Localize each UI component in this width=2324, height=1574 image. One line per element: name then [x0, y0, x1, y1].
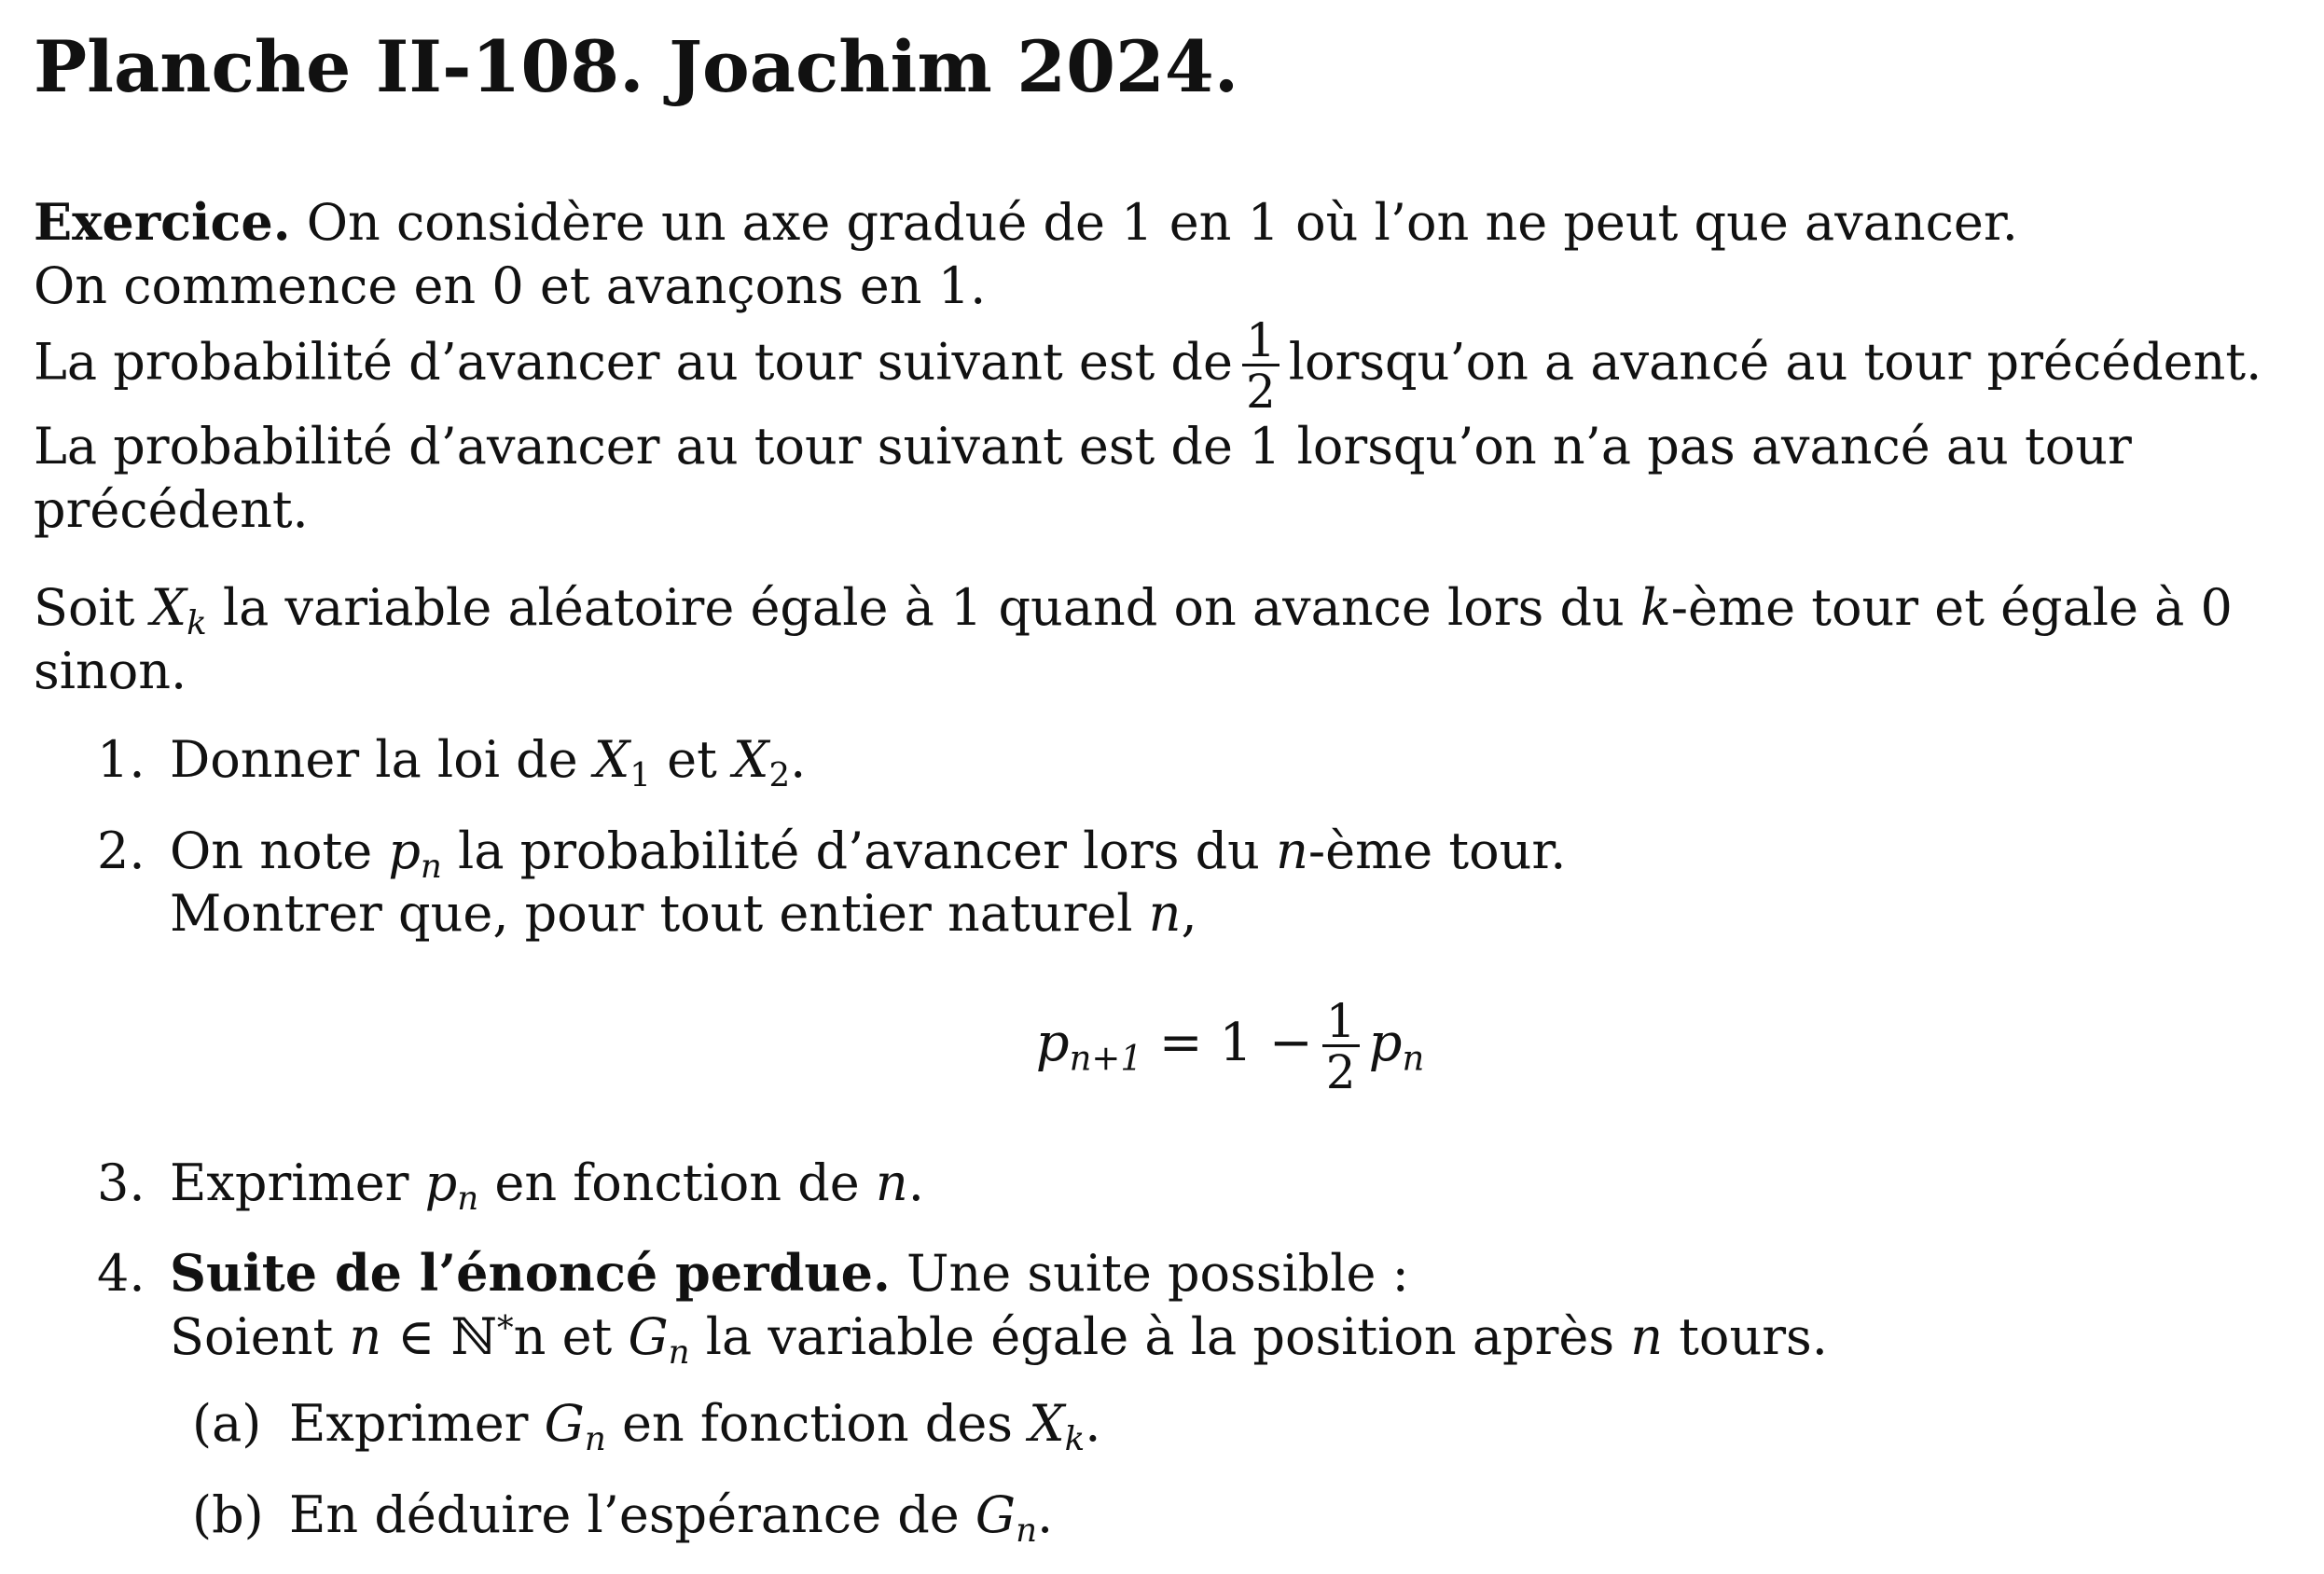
q3-text-c: .: [907, 1153, 924, 1212]
page-title: Planche II-108. Joachim 2024.: [34, 25, 1239, 108]
question-marker: 2.: [97, 821, 145, 880]
fraction-denominator: 2: [1242, 364, 1280, 415]
intro-line-3-before: La probabilité d’avancer au tour suivant est de: [34, 332, 1233, 392]
fraction-one-half: [1242, 313, 1280, 420]
var-k: k: [1640, 578, 1671, 638]
subquestion-list: [170, 1392, 2290, 1550]
q1-sub2: 2: [768, 756, 791, 795]
q4-in: ∈ ℕ: [397, 1306, 497, 1366]
subquestion-b: [170, 1484, 2290, 1550]
qa-g-sub: n: [584, 1420, 606, 1459]
q1-sub1: 1: [629, 756, 651, 795]
q2-line-2: [170, 882, 2290, 946]
q1-text-b: et: [667, 730, 717, 790]
q4-line-1: [170, 1242, 2290, 1305]
qb-text-a: En déduire l’espérance de: [289, 1484, 960, 1544]
formula-lhs: p: [1035, 1012, 1070, 1073]
qa-text-b: en fonction des: [621, 1394, 1014, 1454]
q2-p: p: [388, 821, 421, 880]
subquestion-marker: (a): [192, 1394, 262, 1454]
qa-g: G: [544, 1394, 585, 1454]
q2-line2-b: ,: [1181, 884, 1197, 944]
q4-text-c: la variable égale à la position après: [705, 1306, 1615, 1366]
fraction-numerator: 1: [1245, 313, 1276, 368]
question-3: [34, 1152, 2290, 1218]
definition-line: [34, 576, 2290, 702]
var-x: X: [150, 578, 187, 638]
q3-p-sub: n: [457, 1179, 479, 1218]
q1-var1: X: [593, 730, 630, 790]
q4-text-b: n et: [513, 1306, 613, 1366]
question-marker: 3.: [97, 1153, 145, 1212]
qb-text-c: .: [1037, 1484, 1054, 1544]
q4-bold-note: Suite de l’énoncé perdue.: [170, 1243, 891, 1304]
q1-text-c: .: [790, 730, 807, 790]
definition-middle: la variable aléatoire égale à 1 quand on avance lors du: [222, 578, 1625, 638]
question-marker: 1.: [97, 730, 145, 790]
q2-line2-n: n: [1148, 884, 1182, 944]
q4-n: n: [349, 1306, 382, 1366]
question-2: [34, 820, 2290, 1099]
q4-n2: n: [1630, 1306, 1664, 1366]
q2-line-1: [170, 820, 2290, 886]
q4-g-sub: n: [668, 1332, 690, 1372]
q2-n: n: [1276, 821, 1308, 880]
formula-fraction: [1322, 993, 1360, 1099]
question-marker: 4.: [97, 1244, 145, 1304]
q3-text-a: Exprimer: [170, 1153, 409, 1212]
q2-text-a: On note: [170, 821, 373, 880]
definition-after: -ème tour et égale à 0 sinon.: [34, 578, 2233, 700]
question-4: [34, 1242, 2290, 1550]
question-list: [34, 728, 2290, 1550]
q3-n: n: [875, 1153, 908, 1212]
question-1: [34, 728, 2290, 795]
intro-line-3-after: lorsqu’on a avancé au tour précédent.: [1288, 332, 2262, 392]
recurrence-formula: [170, 993, 2290, 1099]
q4-line-2: [170, 1305, 2290, 1372]
formula-rhs-sub: n: [1402, 1038, 1425, 1079]
exercise-label: Exercice.: [34, 192, 291, 253]
q4-after-bold: Une suite possible :: [906, 1244, 1409, 1304]
exercise-intro: [34, 191, 2290, 541]
formula-lhs-sub: n+1: [1069, 1038, 1142, 1079]
qa-text-c: .: [1085, 1394, 1101, 1454]
q4-g: G: [628, 1306, 669, 1366]
q2-text-c: -ème tour.: [1307, 821, 1567, 880]
formula-eq: = 1 −: [1158, 1012, 1313, 1073]
subquestion-marker: (b): [192, 1484, 264, 1544]
formula-frac-den: 2: [1322, 1044, 1360, 1096]
intro-text-1: On considère un axe gradué de 1 en 1 où l’on ne peut que avancer.: [306, 193, 2018, 253]
q2-line2-a: Montrer que, pour tout entier naturel: [170, 884, 1133, 944]
qa-text-a: Exprimer: [289, 1394, 529, 1454]
qb-g: G: [975, 1484, 1017, 1544]
intro-line-3: [34, 313, 2290, 420]
q1-var2: X: [732, 730, 769, 790]
q3-text-b: en fonction de: [494, 1153, 860, 1212]
intro-line-2: On commence en 0 et avançons en 1.: [34, 255, 987, 315]
qa-x: X: [1029, 1394, 1065, 1454]
q3-p: p: [424, 1153, 458, 1212]
q2-p-sub: n: [420, 847, 442, 886]
subquestion-a: [170, 1392, 2290, 1459]
definition-before: Soit: [34, 578, 135, 638]
formula-frac-num: 1: [1325, 993, 1356, 1048]
qb-g-sub: n: [1016, 1511, 1038, 1550]
document-page: [34, 26, 2290, 1574]
q4-text-d: tours.: [1679, 1306, 1828, 1366]
intro-line-1: [34, 191, 2290, 255]
formula-rhs: p: [1368, 1012, 1403, 1073]
q1-text-a: Donner la loi de: [170, 730, 578, 790]
q4-star: *: [496, 1308, 514, 1347]
intro-line-4: La probabilité d’avancer au tour suivant est de 1 lorsqu’on n’a pas avancé au tour précédent.: [34, 417, 2132, 539]
var-x-sub: k: [187, 604, 207, 643]
q4-text-a: Soient: [170, 1306, 334, 1366]
qa-x-sub: k: [1064, 1420, 1086, 1459]
q2-text-b: la probabilité d’avancer lors du: [458, 821, 1260, 880]
